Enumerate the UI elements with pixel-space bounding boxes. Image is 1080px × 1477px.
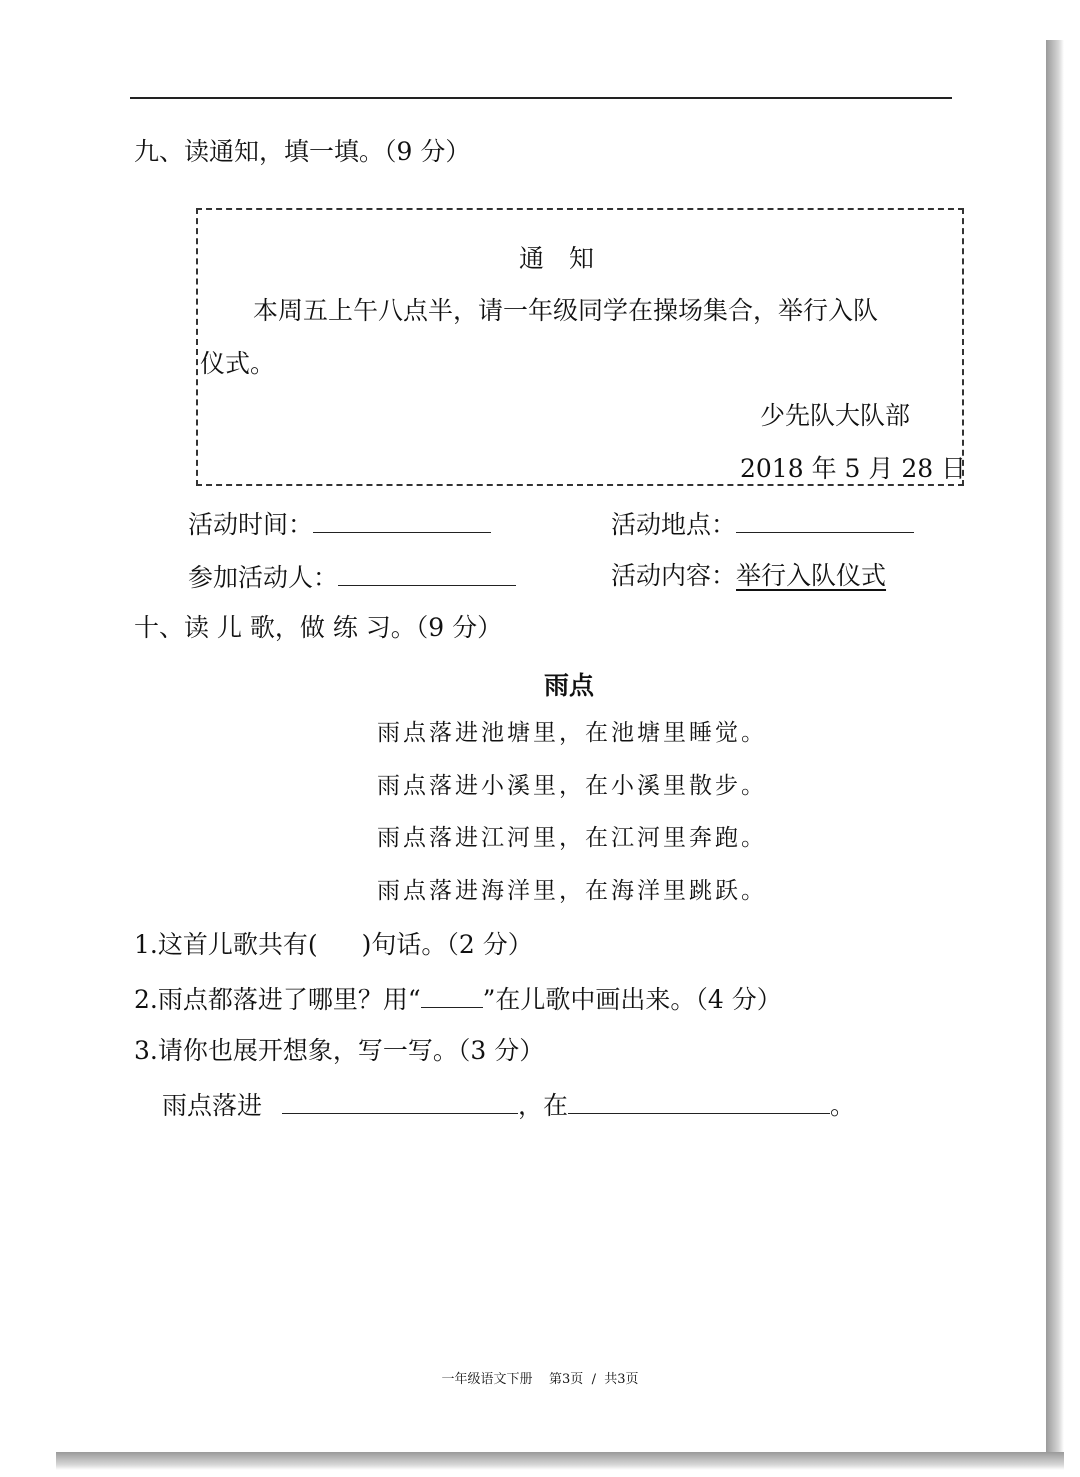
section9-heading: 九、读通知，填一填。（9 分） [134, 137, 471, 166]
field-content-label: 活动内容： [611, 561, 737, 590]
page-shadow-bottom [56, 1452, 1064, 1470]
question-2-pre: 2.雨点都落进了哪里？用“ [134, 985, 421, 1014]
question-1-pre: 1.这首儿歌共有( [134, 930, 318, 959]
field-place-blank[interactable] [736, 510, 914, 533]
fill-end: 。 [829, 1091, 855, 1120]
field-people-blank[interactable] [338, 563, 516, 586]
page-shadow-right [1046, 40, 1064, 1465]
fill-blank-place[interactable] [282, 1091, 518, 1114]
field-content [611, 563, 886, 588]
field-people [188, 563, 516, 590]
section10-heading: 十、读 儿 歌，做 练 习。（9 分） [134, 613, 503, 642]
field-place-label: 活动地点： [611, 510, 737, 539]
notice-body-line2: 仪式。 [200, 349, 276, 378]
fill-mid: ，在 [517, 1091, 568, 1120]
fill-sentence [162, 1091, 855, 1118]
page-footer: 一年级语文下册 第3页 / 共3页 [441, 1372, 639, 1387]
poem-line-3: 雨点落进江河里，在江河里奔跑。 [377, 825, 767, 851]
notice-signature: 少先队大队部 [760, 401, 911, 430]
notice-date: 2018 年 5 月 28 日 [740, 454, 967, 483]
fill-blank-action[interactable] [568, 1091, 830, 1114]
question-2-underline-sample [421, 985, 483, 1008]
poem-line-1: 雨点落进池塘里，在池塘里睡觉。 [377, 720, 767, 746]
poem-title: 雨点 [543, 671, 594, 700]
fill-pre: 雨点落进 [162, 1091, 270, 1120]
notice-title: 通 知 [519, 244, 595, 273]
question-2 [134, 985, 782, 1012]
poem-line-2: 雨点落进小溪里，在小溪里散步。 [377, 773, 767, 799]
field-people-label: 参加活动人： [188, 563, 339, 592]
header-rule [130, 97, 952, 99]
field-time [188, 510, 491, 537]
field-time-label: 活动时间： [188, 510, 314, 539]
question-3: 3.请你也展开想象，写一写。（3 分） [134, 1036, 545, 1065]
field-content-value: 举行入队仪式 [736, 561, 887, 590]
question-1-post: )句话。（2 分） [361, 930, 533, 959]
question-1 [134, 932, 533, 957]
field-time-blank[interactable] [313, 510, 491, 533]
poem-line-4: 雨点落进海洋里，在海洋里跳跃。 [377, 878, 767, 904]
field-place [611, 510, 914, 537]
question-2-post: ”在儿歌中画出来。（4 分） [482, 985, 782, 1014]
notice-body-line1: 本周五上午八点半，请一年级同学在操场集合，举行入队 [253, 296, 879, 325]
